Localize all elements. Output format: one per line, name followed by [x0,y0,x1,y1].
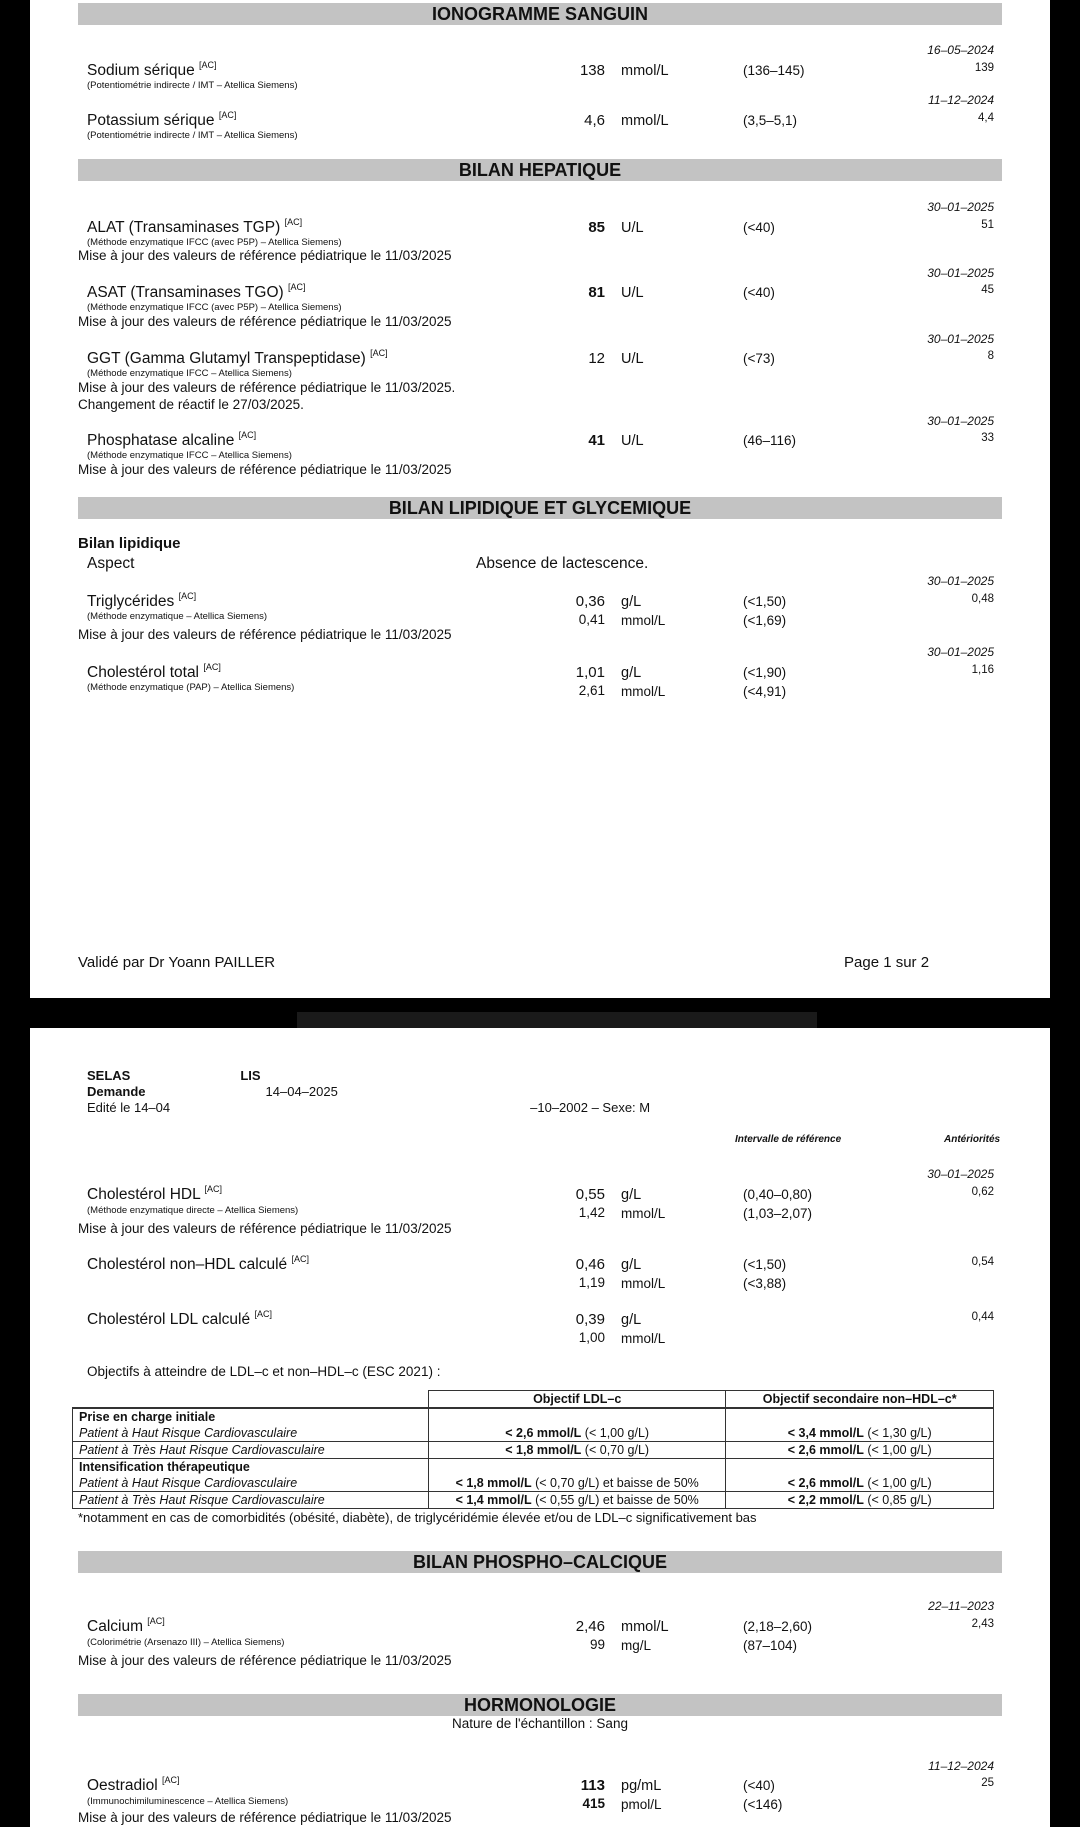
page-number: Page 1 sur 2 [844,954,930,971]
previous-value: 139 [974,62,994,74]
reference-range: (<73) [743,351,775,366]
previous-value: 0,62 [971,1186,994,1198]
test-unit: U/L [621,433,644,449]
reference-range: (136–145) [743,63,805,78]
previous-value: 0,44 [971,1311,994,1323]
reference-range-alt: (<3,88) [743,1276,787,1291]
reference-range: (<1,50) [743,594,787,609]
test-method: (Colorimétrie (Arsenazo III) – Atellica Siemens) [87,1637,285,1648]
test-method: (Méthode enzymatique IFCC – Atellica Siemens) [87,368,292,379]
patient-label: Patient à Haut Risque Cardiovasculaire [73,1425,429,1442]
reference-range: (3,5–5,1) [743,113,798,128]
test-note: Mise à jour des valeurs de référence pédiatrique le 11/03/2025 [78,462,452,477]
reference-range: (<1,90) [743,665,787,680]
reference-range-alt: (<1,69) [743,613,787,628]
test-value-alt: 0,41 [578,612,605,627]
test-name: Potassium sérique [AC] [87,110,237,129]
sample-nature: Nature de l'échantillon : Sang [452,1716,628,1731]
test-value-alt: 1,00 [578,1330,605,1345]
column-non-hdl: Objectif secondaire non–HDL–c* [726,1391,994,1409]
non-hdl-target: < 2,6 mmol/L (< 1,00 g/L) [726,1442,994,1459]
test-note: Mise à jour des valeurs de référence pédiatrique le 11/03/2025 [78,1653,452,1668]
test-name: Cholestérol HDL [AC] [87,1184,222,1203]
test-method: (Immunochimiluminescence – Atellica Siemens) [87,1796,289,1807]
previous-date: 30–01–2025 [927,1167,994,1181]
section-title: BILAN PHOSPHO–CALCIQUE [412,1552,668,1572]
section-header-phospho-calcique [78,1551,1002,1573]
patient-label: Patient à Très Haut Risque Cardiovasculaire [73,1492,429,1509]
test-value: 1,01 [575,664,605,681]
test-value-alt: 1,19 [578,1275,605,1290]
section-header-hepatique [78,159,1002,181]
reference-range: (46–116) [743,433,797,448]
section-header-ionogramme [78,3,1002,25]
test-value: 85 [588,219,605,236]
previous-date: 30–01–2025 [927,645,994,659]
test-unit-alt: mmol/L [621,1276,666,1291]
test-unit: mmol/L [621,113,669,129]
previous-value: 45 [981,284,994,296]
test-name: Oestradiol [AC] [87,1775,180,1794]
test-name: Triglycérides [AC] [87,591,197,610]
test-method: (Méthode enzymatique IFCC (avec P5P) – Atellica Siemens) [87,237,342,248]
reference-range: (0,40–0,80) [743,1187,813,1202]
reference-range: (<40) [743,1778,775,1793]
test-method: (Potentiométrie indirecte / IMT – Atellica Siemens) [87,80,298,91]
test-value: 0,36 [575,593,605,610]
reference-range: (2,18–2,60) [743,1619,813,1634]
test-name: Calcium [AC] [87,1616,165,1635]
previous-date: 16–05–2024 [927,43,994,57]
validated-by: Validé par Dr Yoann PAILLER [78,954,276,971]
test-value-alt: 415 [582,1796,605,1811]
test-name: ASAT (Transaminases TGO) [AC] [87,282,306,301]
test-note: Mise à jour des valeurs de référence pédiatrique le 11/03/2025 [78,248,452,263]
test-note: Mise à jour des valeurs de référence pédiatrique le 11/03/2025 [78,1221,452,1236]
reference-range: (<1,50) [743,1257,787,1272]
test-name: Cholestérol non–HDL calculé [AC] [87,1254,310,1273]
test-unit: mmol/L [621,1619,669,1635]
previous-value: 1,16 [971,664,994,676]
test-unit: mmol/L [621,63,669,79]
test-unit-alt: mmol/L [621,613,666,628]
section-header-lipidique [78,497,1002,519]
test-unit-alt: mmol/L [621,1206,666,1221]
test-method: (Méthode enzymatique IFCC (avec P5P) – Atellica Siemens) [87,302,342,313]
test-name: GGT (Gamma Glutamyl Transpeptidase) [AC] [87,348,388,367]
ldl-target: < 1,4 mmol/L (< 0,55 g/L) et baisse de 50% [428,1492,725,1509]
ldl-target: < 2,6 mmol/L (< 1,00 g/L) [428,1425,725,1442]
test-note: Changement de réactif le 27/03/2025. [78,397,304,412]
test-value: 2,46 [575,1618,605,1635]
test-value: 81 [588,284,605,301]
test-note: Mise à jour des valeurs de référence pédiatrique le 11/03/2025 [78,627,452,642]
section-header-hormonologie [78,1694,1002,1716]
previous-date: 22–11–2023 [928,1599,994,1613]
previous-date: 30–01–2025 [927,332,994,346]
previous-value: 51 [981,219,994,231]
previous-value: 2,43 [971,1618,994,1630]
non-hdl-target: < 3,4 mmol/L (< 1,30 g/L) [726,1425,994,1442]
test-note: Mise à jour des valeurs de référence pédiatrique le 11/03/2025 [78,314,452,329]
reference-range-alt: (87–104) [743,1638,798,1653]
lab-name: SELAS LIS [87,1068,261,1083]
ldl-target: < 1,8 mmol/L (< 0,70 g/L) [428,1442,725,1459]
previous-date: 30–01–2025 [927,266,994,280]
test-unit: g/L [621,1257,642,1273]
category-label: Intensification thérapeutique [73,1459,429,1476]
test-note: Mise à jour des valeurs de référence pédiatrique le 11/03/2025. [78,380,456,395]
test-value: 138 [579,62,605,79]
test-name: Sodium sérique [AC] [87,60,217,79]
section-title: BILAN HEPATIQUE [458,160,622,180]
test-value: 12 [588,350,605,367]
column-header-previous: Antériorités [944,1134,1001,1145]
section-title: BILAN LIPIDIQUE ET GLYCEMIQUE [388,498,692,518]
reference-range-alt: (<4,91) [743,684,787,699]
test-value: 113 [580,1777,605,1794]
previous-value: 25 [981,1777,994,1789]
test-value: 41 [588,432,605,449]
test-unit-alt: mg/L [621,1638,652,1653]
reference-range: (<40) [743,285,775,300]
previous-value: 0,48 [971,593,994,605]
objectives-intro: Objectifs à atteindre de LDL–c et non–HDL–c (ESC 2021) : [87,1364,441,1379]
edit-info: Edité le 14–04 –10–2002 – Sexe: M [87,1100,651,1115]
previous-value: 33 [981,432,994,444]
reference-range: (<40) [743,220,775,235]
test-unit: U/L [621,285,644,301]
previous-value: 4,4 [978,112,994,124]
test-method: (Potentiométrie indirecte / IMT – Atellica Siemens) [87,130,298,141]
non-hdl-target: < 2,2 mmol/L (< 0,85 g/L) [726,1492,994,1509]
aspect-label: Aspect [87,555,135,572]
test-unit: g/L [621,665,642,681]
reference-range-alt: (<146) [743,1797,783,1812]
test-value-alt: 1,42 [578,1205,605,1220]
previous-date: 30–01–2025 [927,414,994,428]
test-method: (Méthode enzymatique directe – Atellica Siemens) [87,1205,299,1216]
column-ldl: Objectif LDL–c [428,1391,725,1409]
test-unit-alt: mmol/L [621,684,666,699]
test-name: Cholestérol total [AC] [87,662,221,681]
aspect-value: Absence de lactescence. [476,555,649,572]
table-footnote: *notamment en cas de comorbidités (obésité, diabète), de triglycéridémie élevée et/ou de LDL–c significativement bas [78,1510,757,1525]
ldl-objectives-table [72,1390,994,1509]
request-info: Demande 14–04–2025 [87,1084,338,1099]
column-header-reference: Intervalle de référence [735,1134,842,1145]
test-method: (Méthode enzymatique IFCC – Atellica Siemens) [87,450,292,461]
test-unit-alt: pmol/L [621,1797,662,1812]
test-unit: g/L [621,1312,642,1328]
test-unit: g/L [621,594,642,610]
test-name: ALAT (Transaminases TGP) [AC] [87,217,303,236]
test-method: (Méthode enzymatique (PAP) – Atellica Siemens) [87,682,295,693]
patient-label: Patient à Haut Risque Cardiovasculaire [73,1475,429,1492]
previous-date: 11–12–2024 [928,1759,994,1773]
test-name: Phosphatase alcaline [AC] [87,430,257,449]
test-method: (Méthode enzymatique – Atellica Siemens) [87,611,268,622]
category-label: Prise en charge initiale [73,1408,429,1425]
test-value: 4,6 [584,112,605,129]
test-unit: U/L [621,220,644,236]
previous-date: 11–12–2024 [928,93,994,107]
test-value: 0,46 [575,1256,605,1273]
previous-value: 0,54 [971,1256,994,1268]
previous-value: 8 [987,350,994,362]
test-value: 0,39 [575,1311,605,1328]
previous-date: 30–01–2025 [927,200,994,214]
subsection-title: Bilan lipidique [78,535,181,552]
section-title: HORMONOLOGIE [464,1695,616,1715]
test-unit: pg/mL [621,1778,662,1794]
test-value-alt: 2,61 [578,683,605,698]
reference-range-alt: (1,03–2,07) [743,1206,813,1221]
previous-date: 30–01–2025 [927,574,994,588]
test-name: Cholestérol LDL calculé [AC] [87,1309,272,1328]
test-unit: g/L [621,1187,642,1203]
section-title: IONOGRAMME SANGUIN [432,4,648,24]
test-value: 0,55 [575,1186,605,1203]
patient-label: Patient à Très Haut Risque Cardiovasculaire [73,1442,429,1459]
test-unit-alt: mmol/L [621,1331,666,1346]
test-note: Mise à jour des valeurs de référence pédiatrique le 11/03/2025 [78,1810,452,1825]
non-hdl-target: < 2,6 mmol/L (< 1,00 g/L) [726,1475,994,1492]
test-value-alt: 99 [589,1637,605,1652]
ldl-target: < 1,8 mmol/L (< 0,70 g/L) et baisse de 50% [428,1475,725,1492]
test-unit: U/L [621,351,644,367]
